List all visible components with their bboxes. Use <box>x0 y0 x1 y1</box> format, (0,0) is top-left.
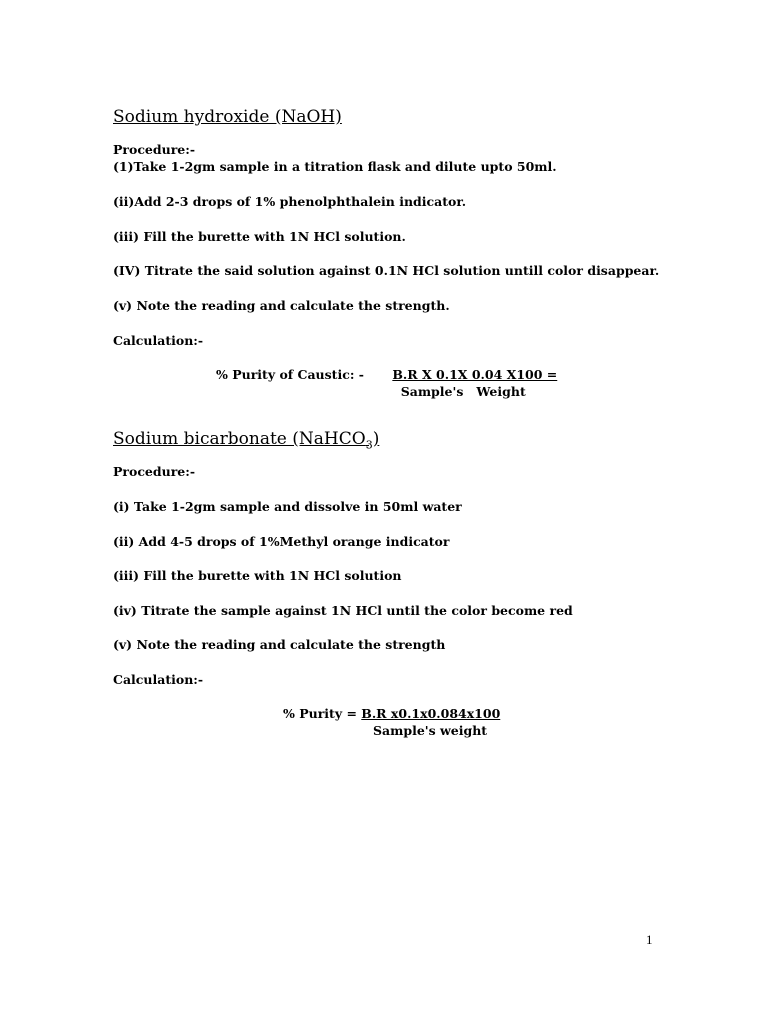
naoh-formula-prefix: % Purity of Caustic: - <box>216 367 364 382</box>
nahco3-step-1: (i) Take 1-2gm sample and dissolve in 50ml water <box>113 499 462 514</box>
naoh-step-5: (v) Note the reading and calculate the strength. <box>113 298 450 313</box>
nahco3-title-main: Sodium bicarbonate (NaHCO <box>113 429 366 449</box>
nahco3-title-end: ) <box>372 429 380 449</box>
nahco3-formula <box>283 706 500 721</box>
naoh-step-3: (iii) Fill the burette with 1N HCl solution. <box>113 229 406 244</box>
nahco3-calculation-label: Calculation:- <box>113 672 204 687</box>
naoh-step-2: (ii)Add 2-3 drops of 1% phenolphthalein indicator. <box>113 194 467 209</box>
page-number: 1 <box>646 932 653 947</box>
naoh-formula-numerator: B.R X 0.1X 0.04 X100 = <box>392 367 558 382</box>
nahco3-formula-numerator: B.R x0.1x0.084x100 <box>361 706 501 721</box>
nahco3-step-3: (iii) Fill the burette with 1N HCl solution <box>113 568 402 583</box>
naoh-calculation-label: Calculation:- <box>113 333 204 348</box>
naoh-formula <box>216 367 557 382</box>
naoh-step-1: (1)Take 1-2gm sample in a titration flask and dilute upto 50ml. <box>113 159 557 174</box>
nahco3-step-2: (ii) Add 4-5 drops of 1%Methyl orange indicator <box>113 534 450 549</box>
nahco3-procedure-label: Procedure:- <box>113 464 196 479</box>
naoh-section-title: Sodium hydroxide (NaOH) <box>113 107 342 127</box>
nahco3-formula-denominator: Sample's weight <box>373 723 488 738</box>
nahco3-title-subscript: 3 <box>365 438 373 452</box>
nahco3-step-4: (iv) Titrate the sample against 1N HCl until the color become red <box>113 603 573 618</box>
nahco3-formula-prefix: % Purity = <box>283 706 362 721</box>
naoh-procedure-label: Procedure:- <box>113 142 196 157</box>
naoh-formula-denominator: Sample's Weight <box>392 384 526 399</box>
nahco3-section-title <box>113 429 379 451</box>
naoh-step-4: (IV) Titrate the said solution against 0.1N HCl solution untill color disappear. <box>113 263 660 278</box>
nahco3-step-5: (v) Note the reading and calculate the strength <box>113 637 446 652</box>
